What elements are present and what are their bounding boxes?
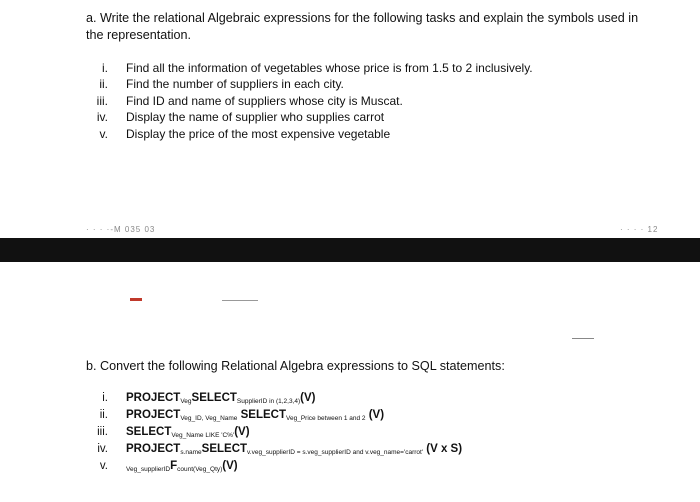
ra-subscript: Veg: [180, 398, 192, 405]
task-text: Display the price of the most expensive vegetable: [126, 126, 391, 141]
task-number: iii.: [96, 93, 108, 108]
scan-smudge: [572, 338, 594, 339]
page-divider-band: [0, 238, 700, 262]
ra-operator: SELECT: [191, 392, 237, 404]
ra-operator: PROJECT: [126, 409, 181, 421]
ra-number: iii.: [97, 426, 108, 438]
ra-relation: (V x S): [423, 443, 463, 455]
task-number: v.: [99, 126, 108, 141]
ra-operator: SELECT: [237, 409, 286, 421]
task-text: Find the number of suppliers in each city.: [126, 77, 344, 92]
ra-operator: SELECT: [201, 443, 248, 455]
scan-smudge: [222, 300, 258, 301]
question-b-heading: b. Convert the following Relational Algebra expressions to SQL statements:: [86, 359, 505, 373]
task-number: iv.: [96, 110, 108, 125]
ra-subscript: Veg_ID, Veg_Name: [180, 415, 238, 422]
ra-relation: (V): [365, 409, 385, 421]
task-text: Find all the information of vegetables whose price is from 1.5 to 2 inclusively.: [126, 61, 533, 75]
ra-subscript: v.veg_supplierID = s.veg_supplierID and v.veg_name='carrot': [247, 449, 424, 456]
task-text: Find ID and name of suppliers whose city is Muscat.: [126, 93, 403, 108]
ra-operator: PROJECT: [126, 443, 181, 455]
ra-subscript: Veg_Price between 1 and 2: [286, 415, 366, 422]
ra-number: ii.: [99, 409, 108, 421]
page-footer-left: · · · ·-M 035 03: [86, 225, 156, 234]
ra-subscript: count(Veg_Qty): [177, 466, 223, 473]
question-a-heading: a. Write the relational Algebraic expressions for the following tasks and explain the symbols used in the representation.: [86, 11, 639, 42]
ra-number: v.: [99, 460, 108, 472]
ra-subscript: SupplierID in (1,2,3,4): [236, 398, 301, 405]
ra-operator: SELECT: [126, 426, 172, 438]
ra-subscript: Veg_Name LIKE 'C%': [171, 432, 235, 439]
task-text: Display the name of supplier who supplies carrot: [126, 110, 385, 125]
ra-relation: (V): [234, 426, 250, 438]
page-top-section: [0, 0, 700, 238]
ra-operator: F: [170, 460, 178, 472]
ra-expression: [126, 458, 238, 478]
task-number: ii.: [99, 77, 108, 92]
ra-subscript: s.name: [180, 449, 202, 456]
ra-relation: (V): [222, 460, 238, 472]
ra-relation: (V): [300, 392, 316, 404]
ra-number: iv.: [97, 443, 108, 455]
page-footer-right: · · · · 12: [620, 225, 659, 234]
ra-number: i.: [102, 392, 108, 404]
scan-smudge: [130, 298, 142, 301]
ra-operator: PROJECT: [126, 392, 181, 404]
page-bottom-section: [0, 262, 700, 502]
ra-subscript: Veg_supplierID: [126, 466, 171, 473]
task-number: i.: [102, 61, 108, 75]
